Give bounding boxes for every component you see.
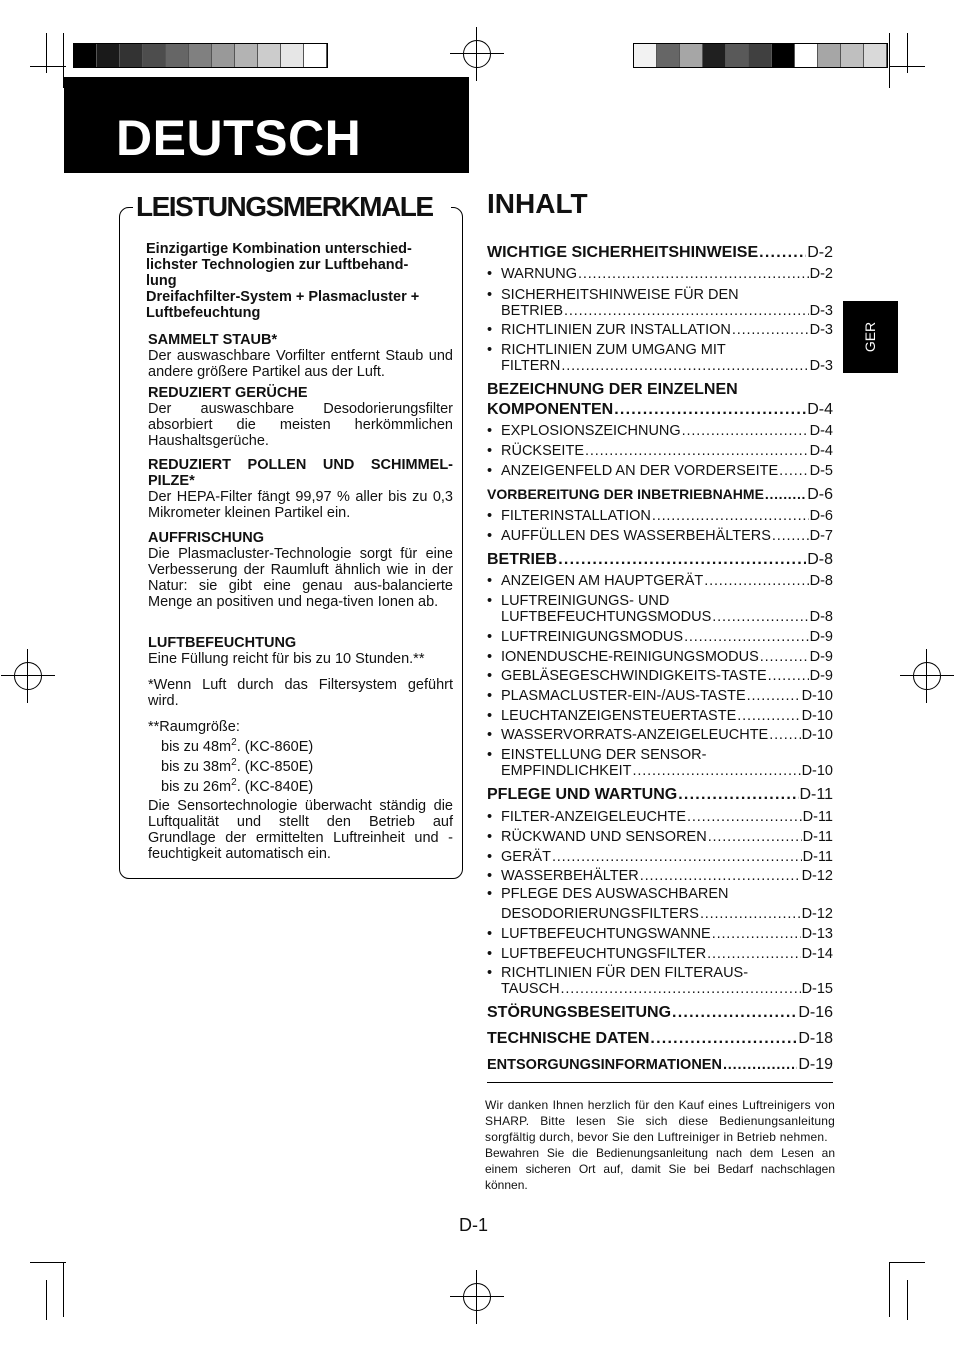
toc-section: BETRIEB . . . D-8	[487, 551, 833, 569]
toc-item: • RÜCKSEITE . . . D-4	[487, 443, 833, 459]
feature-item: REDUZIERT GERÜCHE Der auswaschbare Desodorierungsfilter absorbiert die meisten herkömmlichen Haushaltsgerüche.	[148, 385, 453, 449]
toc-item-line1: RICHTLINIEN FÜR DEN FILTERAUS-	[501, 965, 749, 981]
toc-item-line1: EINSTELLUNG DER SENSOR-	[501, 747, 707, 763]
toc-item: • PLASMACLUSTER-EIN-/AUS-TASTE . . . D-10	[487, 688, 833, 704]
color-swatch	[258, 44, 281, 67]
toc-section: PFLEGE UND WARTUNG . . . D-11	[487, 786, 833, 804]
toc-item: • WASSERBEHÄLTER . . . D-12	[487, 868, 833, 884]
toc-item: • RÜCKWAND UND SENSOREN . . . D-11	[487, 829, 833, 845]
toc-item-line1: RICHTLINIEN ZUM UMGANG MIT	[501, 342, 726, 358]
color-swatch	[212, 44, 235, 67]
toc-item: BETRIEB . . . D-3	[487, 303, 833, 319]
registration-mark-right	[913, 662, 941, 690]
toc-item: • GERÄT . . . D-11	[487, 849, 833, 865]
divider	[487, 1082, 833, 1083]
language-tab-label: GER	[862, 321, 879, 353]
toc-item: EMPFINDLICHKEIT . . . D-10	[487, 763, 833, 779]
color-swatch	[841, 44, 864, 67]
color-swatch	[166, 44, 189, 67]
color-swatch	[120, 44, 143, 67]
toc-item: • FILTERINSTALLATION . . . D-6	[487, 508, 833, 524]
toc-section-line1: BEZEICHNUNG DER EINZELNEN	[487, 381, 738, 398]
toc-item: • ANZEIGENFELD AN DER VORDERSEITE . . . D-5	[487, 463, 833, 479]
color-calibration-bar-left	[73, 43, 328, 68]
toc-item: • LUFTBEFEUCHTUNGSWANNE . . . D-13	[487, 926, 833, 942]
color-swatch	[74, 44, 97, 67]
toc-item: • AUFFÜLLEN DES WASSERBEHÄLTERS . . . D-7	[487, 528, 833, 544]
toc-section: KOMPONENTEN . . . D-4	[487, 401, 833, 419]
toc-title: INHALT	[487, 188, 588, 219]
color-swatch	[143, 44, 166, 67]
toc-section: TECHNISCHE DATEN . . . D-18	[487, 1030, 833, 1048]
color-swatch	[235, 44, 258, 67]
feature-item: LUFTBEFEUCHTUNG Eine Füllung reicht für bis zu 10 Stunden.**	[148, 635, 425, 667]
page-title: DEUTSCH	[116, 110, 362, 166]
toc-item: • WASSERVORRATS-ANZEIGELEUCHTE . . . D-10	[487, 727, 833, 743]
toc-item: • LEUCHTANZEIGENSTEUERTASTE . . . D-10	[487, 708, 833, 724]
footnote-room-size: **Raumgröße: bis zu $48m^2$. (KC-860E) bis zu $38m^2$. (KC-850E) bis zu $26m^2$. (KC-840E)	[148, 719, 314, 795]
color-swatch	[281, 44, 304, 67]
features-title: LEISTUNGSMERKMALE	[136, 191, 433, 222]
color-swatch	[864, 44, 887, 67]
toc-item: • RICHTLINIEN ZUR INSTALLATION . . . D-3	[487, 322, 833, 338]
footnote-airflow: *Wenn Luft durch das Filtersystem geführt wird.	[148, 677, 453, 709]
registration-mark-left	[14, 662, 42, 690]
feature-item: AUFFRISCHUNG Die Plasmacluster-Technologie sorgt für eine Verbesserung der Raumluft ähnlich wie in der Natur: sie gibt eine genau aus-balancierte Menge an positiven und nega-tiven Ionen ab.	[148, 530, 453, 610]
toc-section: VORBEREITUNG DER INBETRIEBNAHME . . . D-6	[487, 486, 833, 504]
registration-mark-bottom	[463, 1283, 491, 1311]
sensor-text: Die Sensortechnologie überwacht ständig die Luftqualität und stellt den Betrieb auf Grundlage der ermittelten Luftreinheit und -feuchtigkeit automatisch ein.	[148, 798, 453, 862]
feature-item: REDUZIERT POLLEN UND SCHIMMEL-PILZE* Der HEPA-Filter fängt 99,97 % aller bis zu 0,3 Mikrometer kleinen Partikel ein.	[148, 457, 453, 521]
color-swatch	[189, 44, 212, 67]
thank-you-note: Wir danken Ihnen herzlich für den Kauf eines Luftreinigers von SHARP. Bitte lesen Sie sich diese Bedienungsanleitung sorgfältig durch, bevor Sie den Luftreiniger in Betrieb nehmen. Bewahren Sie die Bedienungsanleitung nach dem Lesen an einem sicheren Ort auf, damit Sie bei Bedarf nachschlagen können.	[485, 1098, 835, 1192]
feature-item: SAMMELT STAUB* Der auswaschbare Vorfilter entfernt Staub und andere größere Partikel aus der Luft.	[148, 332, 453, 380]
color-swatch	[97, 44, 120, 67]
toc-item: • WARNUNG . . . D-2	[487, 266, 833, 282]
toc-section: STÖRUNGSBESEITUNG . . . D-16	[487, 1004, 833, 1022]
toc-item: • ANZEIGEN AM HAUPTGERÄT . . . D-8	[487, 573, 833, 589]
toc-item: DESODORIERUNGSFILTERS . . . D-12	[487, 906, 833, 922]
toc-item: • LUFTREINIGUNGSMODUS . . . D-9	[487, 629, 833, 645]
toc-item: LUFTBEFEUCHTUNGSMODUS . . . D-8	[487, 609, 833, 625]
toc-item: FILTERN . . . D-3	[487, 358, 833, 374]
color-swatch	[304, 44, 327, 67]
toc-item: TAUSCH . . . D-15	[487, 981, 833, 997]
toc-section: WICHTIGE SICHERHEITSHINWEISE . . . D-2	[487, 244, 833, 262]
toc-item: • LUFTBEFEUCHTUNGSFILTER . . . D-14	[487, 946, 833, 962]
toc-item: • EXPLOSIONSZEICHNUNG . . . D-4	[487, 423, 833, 439]
toc-item: • GEBLÄSEGESCHWINDIGKEITS-TASTE . . . D-9	[487, 668, 833, 684]
toc-item-line1: SICHERHEITSHINWEISE FÜR DEN	[501, 287, 739, 303]
features-intro: Einzigartige Kombination unterschied- lichster Technologien zur Luftbehand- lung Dreifachfilter-System + Plasmacluster + Luftbefeuchtung	[146, 241, 420, 321]
toc-item-line1: LUFTREINIGUNGS- UND	[501, 593, 670, 609]
table-of-contents: WICHTIGE SICHERHEITSHINWEISE . . . D-2 • WARNUNG . . . D-2 • SICHERHEITSHINWEISE FÜR DEN BETRIEB . . . D-3 • RICHTLINIEN ZUR INSTALLATION . . . D-3 • RICHTLINIEN ZUM UMGANG MIT FILTERN . . . D-3 BEZEICHNUNG DER EINZELNEN KOMPONENTEN . . . D-4 • EXPLOSIONSZEICHNUNG . . . D-4 • RÜCKSEITE . . . D-4 • ANZEIGENFELD AN DER VORDERSEITE . . . D-5 VORBEREITUNG DER INBETRIEBNAHME . . . D-6 • FILTERINSTALLATION . . . D-6 • AUFFÜLLEN DES WASSERBEHÄLTERS . . . D-7 BETRIEB . . . D-8 • ANZEIGEN AM HAUPTGERÄT . . . D-8 • LUFTREINIGUNGS- UND LUFTBEFEUCHTUNGSMODUS . . . D-8 • LUFTREINIGUNGSMODUS . . . D-9 • IONENDUSCHE-REINIGUNGSMODUS . . . D-9 • GEBLÄSEGESCHWINDIGKEITS-TASTE . . . D-9 • PLASMACLUSTER-EIN-/AUS-TASTE . . . D-10 • LEUCHTANZEIGENSTEUERTASTE . . . D-10 • WASSERVORRATS-ANZEIGELEUCHTE . . . D-10 • EINSTELLUNG DER SENSOR- EMPFINDLICHKEIT . . . D-10 PFLEGE UND WARTUNG . . . D-11 • FILTER-ANZEIGELEUCHTE . . . D-11 • RÜCKWAND UND SENSOREN . . . D-11 • GERÄT . . . D-11 • WASSERBEHÄLTER . . . D-12 • PFLEGE DES AUSWASCHBAREN DESODORIERUNGSFILTERS . . . D-12 • LUFTBEFEUCHTUNGSWANNE . . . D-13 • LUFTBEFEUCHTUNGSFILTER . . . D-14 • RICHTLINIEN FÜR DEN FILTERAUS- TAUSCH . . . D-15 STÖRUNGSBESEITUNG . . . D-16 TECHNISCHE DATEN . . . D-18 ENTSORGUNGSINFORMATIONEN . . . D-19	[487, 0, 833, 1080]
page-number: D-1	[459, 1215, 489, 1235]
toc-section: ENTSORGUNGSINFORMATIONEN . . . D-19	[487, 1056, 833, 1074]
toc-item: • FILTER-ANZEIGELEUCHTE . . . D-11	[487, 809, 833, 825]
toc-item-line1: PFLEGE DES AUSWASCHBAREN	[501, 886, 729, 902]
toc-item: • IONENDUSCHE-REINIGUNGSMODUS . . . D-9	[487, 649, 833, 665]
